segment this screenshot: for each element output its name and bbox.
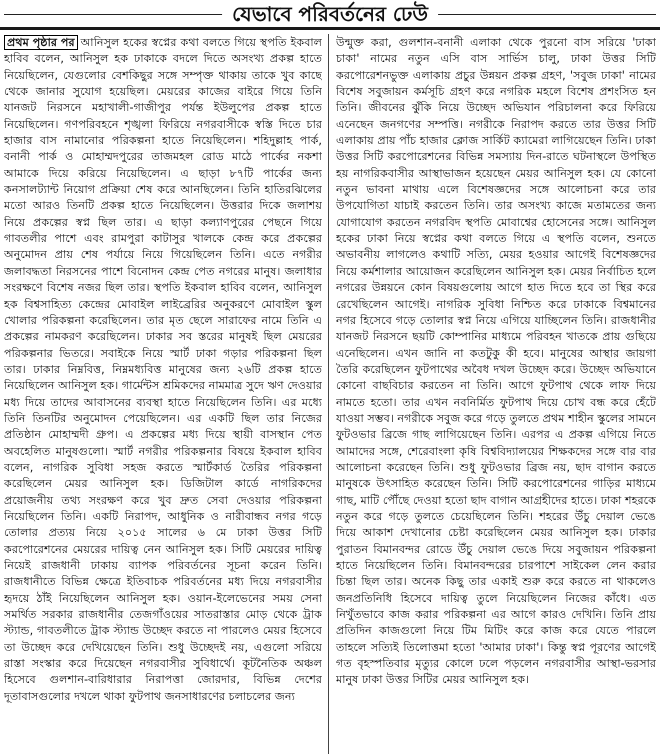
column-divider (328, 34, 329, 754)
continuation-label: প্রথম পৃষ্ঠার পর (4, 35, 78, 50)
headline-banner (0, 0, 660, 30)
article-column-right (336, 35, 656, 753)
page-title: যেভাবে পরিবর্তনের ঢেউ (222, 2, 438, 26)
right-column-text: উন্মুক্ত করা, গুলশান-বনানী এলাকা থেকে পুরনো বাস সরিয়ে 'ঢাকা চাকা' নামের নতুন এসি বাস সার্ভিস চালু, ঢাকা উত্তর সিটি করপোরেশনভুক্ত এলাকায় প্রচুর উন্নয়ন প্রকল্প গ্রহণ, 'সবুজ ঢাকা' নামের বিশেষ সবুজায়ন কর্মসূচি গ্রহণ করে নগরিক মহলে বিশেষ প্রশংসিত হন তিনি। জীবনের ঝুঁকি নিয়ে উচ্ছেদ অভিযান পরিচালনা করে ফিরিয়ে এনেছেন জনগণের সম্পত্তি। নগরীকে নিরাপদ করতে তার উত্তর সিটি এলাকায় প্রায় পাঁচ হাজার ক্লোজ সার্কিট ক্যামেরা লাগিয়েছেন তিনি। ঢাকা উত্তর সিটি করপোরেশনের বিভিন্ন সমস্যায় দিন-রাতে ঘটনাস্থলে উপস্থিত হয় নাগরিকবাসীর আস্থাভাজন হয়েছেন মেয়র আনিসুল হক। যে কোনো নতুন ভাবনা মাথায় এলে বিশেষজ্ঞদের সঙ্গে আলোচনা করে তার উপযোগিতা যাচাই করতেন তিনি। তার অসংখ্য কাজে মতামতের জন্য যোগাযোগ করতেন নগরবিদ স্থপতি মোবাশ্বের হোসেনের সঙ্গে। আনিসুল হকের ঢাকা নিয়ে স্বপ্নের কথা বলতে গিয়ে এ স্থপতি বলেন, শুনতে অভাবনীয় লাগলেও কথাটি সত্যি, মেয়র হওয়ার আগেই বিশেষজ্ঞদের নিয়ে কর্মশালার আয়োজন করেছিলেন আনিসুল হক। মেয়র নির্বাচিত হলে নগরের উন্নয়নে কোন বিষয়গুলোয় আগে হাত দিতে হবে তা স্থির করে রেখেছিলেন আগেই। নাগরিক সুবিধা নিশ্চিত করে ঢাকাকে বিশ্বমানের নগর হিসেবে গড়ে তোলার স্বপ্ন নিয়ে এগিয়ে যাচ্ছিলেন তিনি। রাজধানীর যানজট নিরসনে ছয়টি কোম্পানির মাধ্যমে পরিবহন খাতকে প্রায় গুছিয়ে এনেছিলেন। এখন জানি না কতটুকু কী হবে। মানুষের আস্থার জায়গা তৈরি করেছিলেন ফুটপাথের অবৈধ দখল উচ্ছেদ করে। উচ্ছেদ অভিযানে কোনো বাছবিচার করতেন না তিনি। আগে ফুটপাথ থেকে লাফ দিয়ে নামতে হতো। তার এখন নবনির্মিত ফুটপাথ দিয়ে চোখ বন্ধ করে হেঁটে যাওয়া সম্ভব। নগরীকে সবুজ করে গড়ে তুলতে প্রথম শাহীন স্কুলের সামনে ফুটওভার ব্রিজে গাছ লাগিয়েছেন তিনি। এরপর এ প্রকল্প এগিয়ে নিতে আমাদের সঙ্গে, শেরেবাংলা কৃষি বিশ্ববিদ্যালয়ের শিক্ষকদের সঙ্গে বার বার আলোচনা করেছেন তিনি। শুধু ফুটওভার ব্রিজ নয়, ছাদ বাগান করতে মানুষকে উৎসাহিত করেছেন তিনি। সিটি করপোরেশনের গাড়ির মাধ্যমে গাছ, মাটি পৌঁছে দেওয়া হতো ছাদ বাগান আগ্রহীদের হাতে। ঢাকা শহরকে নতুন করে গড়ে তুলতে চেয়েছিলেন তিনি। শহরের উঁচু দেয়াল ভেঙে দিয়ে আকাশ দেখানোর চেষ্টা করেছিলেন মেয়র আনিসুল হক। ঢাকার পুরাতন বিমানবন্দর রোডে উঁচু দেয়াল ভেঙে দিয়ে সবুজায়ন পরিকল্পনা হাতে নিয়েছিলেন তিনি। বিমানবন্দরের চারপাশে সাইকেল লেন করার চিন্তা ছিল তার। অনেক কিছু তার একাই শুরু করে করতে না থাকলেও জনপ্রতিনিধি হিসেবে দায়িত্ব তুলে নিয়েছিলেন নিজের কাঁধে। এত নিখুঁতভাবে কাজ করার পরিকল্পনা এর আগে কারও দেখিনি। তিনি প্রায় প্রতিদিন কাজগুলো নিয়ে টিম মিটিং করে কাজ করে যেতে পারলে তাহলে সত্যিই তিলোত্তমা হতো 'আমার ঢাকা'। কিন্তু স্বপ্ন পূরণের আগেই গত বৃহস্পতিবার মৃত্যুর কোলে ঢলে পড়লেন নগরবাসীর আস্থা-ভরসার মানুষ ঢাকা উত্তর সিটির মেয়র আনিসুল হক। (336, 36, 656, 687)
article-column-left (4, 35, 322, 753)
left-column-text: আনিসুল হকের স্বপ্নের কথা বলতে গিয়ে স্থপতি ইকবাল হাবিব বলেন, আনিসুল হক ঢাকাকে বদলে দিতে অসংখ্য প্রকল্প হাতে নিয়েছিলেন, যেগুলোর বেশকিছুর সঙ্গে সম্পৃক্ত থাকায় তাকে খুব কাছে থেকে জানার সুযোগ হয়েছিল। মেয়রের কাজের বাইরে গিয়ে তিনি যানজট নিরসনে মহাখালী-গাজীপুর পর্যন্ত ইউলুপের প্রকল্প হাতে নিয়েছিলেন। গণপরিবহনে শৃঙ্খলা ফিরিয়ে নগরবাসীকে স্বস্তি দিতে চার হাজার বাস নামানোর পরিকল্পনা হাতে নিয়েছিলেন। শহিদুল্লাহ পার্ক, বনানী পার্ক ও মোহাম্মদপুরের তাজমহল রোড মাঠে পার্কের নকশা আমাকে দিয়ে করিয়ে নিয়েছিলেন। এ ছাড়া ৮৭টি পার্কের জন্য কনসালট্যান্ট নিয়োগ প্রক্রিয়া শেষ করে আনছিলেন। তিনি হাতিরঝিলের মতো আরও তিনটি প্রকল্প হাতে নিয়েছিলেন। উত্তরার দিকে জলাশয় নিয়ে প্রকল্পের স্বপ্ন ছিল তার। এ ছাড়া কল্যাণপুরের পেছনে গিয়ে গাবতলীর পাশে এবং রামপুরা কাটাসুর খালকে কেন্দ্র করে প্রকল্পের অনুমোদন প্রায় শেষ পর্যায়ে নিয়ে গিয়েছিলেন তিনি। এতে নগরীর জলাবদ্ধতা নিরসনের পাশে বিনোদন কেন্দ্র পেত নগরের মানুষ। জলাধার সংরক্ষণে বিশেষ নজর ছিল তার। স্থপতি ইকবাল হাবিব বলেন, আনিসুল হক বিশ্বসাহিত্য কেন্দ্রের মোবাইল লাইব্রেরির অনুকরণে মোবাইল স্কুল খোলার পরিকল্পনা করেছিলেন। তার মৃত ছেলে সারাফের নামে তিনি এ প্রকল্পের নামকরণ করেছিলেন। ঢাকার সব স্তরের মানুষই ছিল মেয়রের পরিকল্পনার ভিতরে। সবাইকে নিয়ে স্মার্ট ঢাকা গড়ার পরিকল্পনা ছিল তার। ঢাকার নিম্নবিত্ত, নিম্নমধ্যবিত্ত মানুষের জন্য ২৬টি প্রকল্প হাতে নিয়েছিলেন আনিসুল হক। গার্মেন্টস শ্রমিকদের নামমাত্র সুদে ঋণ দেওয়ার মধ্য দিয়ে তাদের আবাসনের ব্যবস্থা হাতে নিয়েছিলেন তিনি। এর মধ্যে তিনি তিনটির অনুমোদন পেয়েছিলেন। এর একটি ছিল তার নিজের প্রতিষ্ঠান মোহাম্মদী গ্রুপ। এ প্রকল্পের মধ্য দিয়ে স্থায়ী বাসস্থান পেত অবহেলিত মানুষগুলো। স্মার্ট নগরীর পরিকল্পনার বিষয়ে ইকবাল হাবিব বলেন, নাগরিক সুবিধা সহজ করতে স্মার্টকার্ড তৈরির পরিকল্পনা করেছিলেন মেয়র আনিসুল হক। ডিজিটাল কার্ডে নাগরিকদের প্রয়োজনীয় তথ্য সংরক্ষণ করে খুব দ্রুত সেবা দেওয়ার পরিকল্পনা নিয়েছিলেন তিনি। একটি নিরাপদ, আধুনিক ও নারীবান্ধব নগর গড়ে তোলার প্রত্যয় নিয়ে ২০১৫ সালের ৬ মে ঢাকা উত্তর সিটি করপোরেশনের মেয়রের দায়িত্ব নেন আনিসুল হক। সিটি মেয়রের দায়িত্ব নিয়েই রাজধানী ঢাকায় ব্যাপক পরিবর্তনের সূচনা করেন তিনি। রাজধানীতে বিভিন্ন ক্ষেত্রে ইতিবাচক পরিবর্তনের মধ্য দিয়ে নগরবাসীর হৃদয়ে ঠাঁই নিয়েছিলেন আনিসুল হক। ওয়ান-ইলেভেনের সময় সেনা সমর্থিত সরকার রাজধানীর তেজগাঁওয়ের সাতরাস্তার মোড় থেকে ট্রাক স্ট্যান্ড, গাবতলীতে ট্রাক স্ট্যান্ড উচ্ছেদ করতে না পারলেও মেয়র হিসেবে তা উচ্ছেদ করে দেখিয়েছেন তিনি। শুধু উচ্ছেদই নয়, এগুলো সরিয়ে রাস্তা সংস্কার করে দিয়েছেন নগরবাসীর সুবিধার্থে। কূটনৈতিক অঞ্চল হিসেবে গুলশান-বারিধারার নিরাপত্তা জোরদার, বিভিন্ন দেশের দূতাবাসগুলোর দখলে থাকা ফুটপাথ জনসাধারণের চলাচলের জন্য (4, 36, 322, 703)
